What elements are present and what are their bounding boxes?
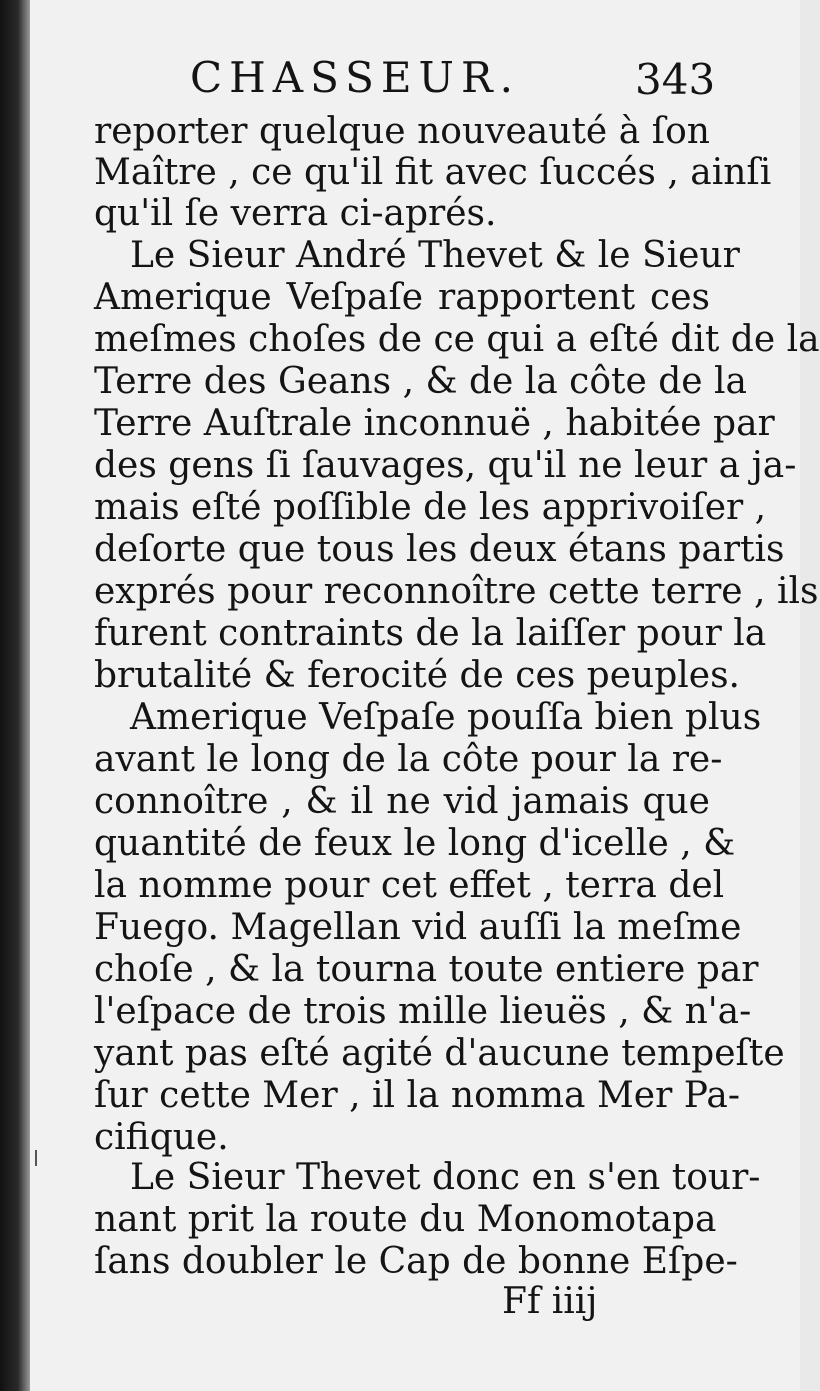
- text-line: Amerique Veſpaſe pouſſa bien plus: [130, 697, 762, 738]
- signature-mark: Ff iiij: [502, 1281, 598, 1322]
- page-number: 343: [635, 55, 716, 104]
- text-line: ſans doubler le Cap de bonne Eſpe-: [94, 1241, 738, 1282]
- text-line: l'eſpace de trois mille lieuës , & n'a-: [94, 991, 752, 1032]
- text-line: Terre Auſtrale inconnuë , habitée par: [94, 403, 775, 444]
- ink-speck: [35, 1150, 37, 1166]
- text-line: connoître , & il ne vid jamais que: [94, 781, 710, 822]
- text-line: Amerique Veſpaſe rapportent ces: [94, 277, 710, 318]
- running-title: CHASSEUR.: [190, 53, 520, 102]
- text-line: Le Sieur André Thevet & le Sieur: [130, 235, 740, 276]
- text-line: brutalité & ferocité de ces peuples.: [94, 655, 740, 696]
- text-line: meſmes choſes de ce qui a eſté dit de la: [94, 319, 820, 360]
- text-line: des gens ſi ſauvages, qu'il ne leur a ja-: [94, 445, 797, 486]
- text-line: Le Sieur Thevet donc en s'en tour-: [130, 1157, 761, 1198]
- text-line: Fuego. Magellan vid auſſi la meſme: [94, 907, 742, 948]
- book-gutter-edge: [0, 0, 30, 1391]
- text-line: qu'il ſe verra ci-aprés.: [94, 193, 497, 234]
- text-line: Terre des Geans , & de la côte de la: [94, 361, 747, 402]
- text-line: quantité de feux le long d'icelle , &: [94, 823, 736, 864]
- text-line: la nomme pour cet effet , terra del: [94, 865, 725, 906]
- text-line: yant pas eſté agité d'aucune tempeſte: [94, 1033, 785, 1074]
- text-line: deſorte que tous les deux étans partis: [94, 529, 785, 570]
- text-line: reporter quelque nouveauté à ſon: [94, 111, 710, 152]
- text-line: mais eſté poſſible de les apprivoiſer ,: [94, 487, 767, 528]
- text-line: avant le long de la côte pour la re-: [94, 739, 723, 780]
- book-page: [30, 0, 820, 1391]
- text-line: furent contraints de la laiſſer pour la: [94, 613, 767, 654]
- text-line: choſe , & la tourna toute entiere par: [94, 949, 759, 990]
- text-line: ſur cette Mer , il la nomma Mer Pa-: [94, 1075, 740, 1116]
- text-line: Maître , ce qu'il fit avec ſuccés , ainſi: [94, 152, 772, 193]
- text-line: nant prit la route du Monomotapa: [94, 1199, 717, 1240]
- text-line: exprés pour reconnoître cette terre , ils: [94, 571, 819, 612]
- text-line: cifique.: [94, 1117, 229, 1158]
